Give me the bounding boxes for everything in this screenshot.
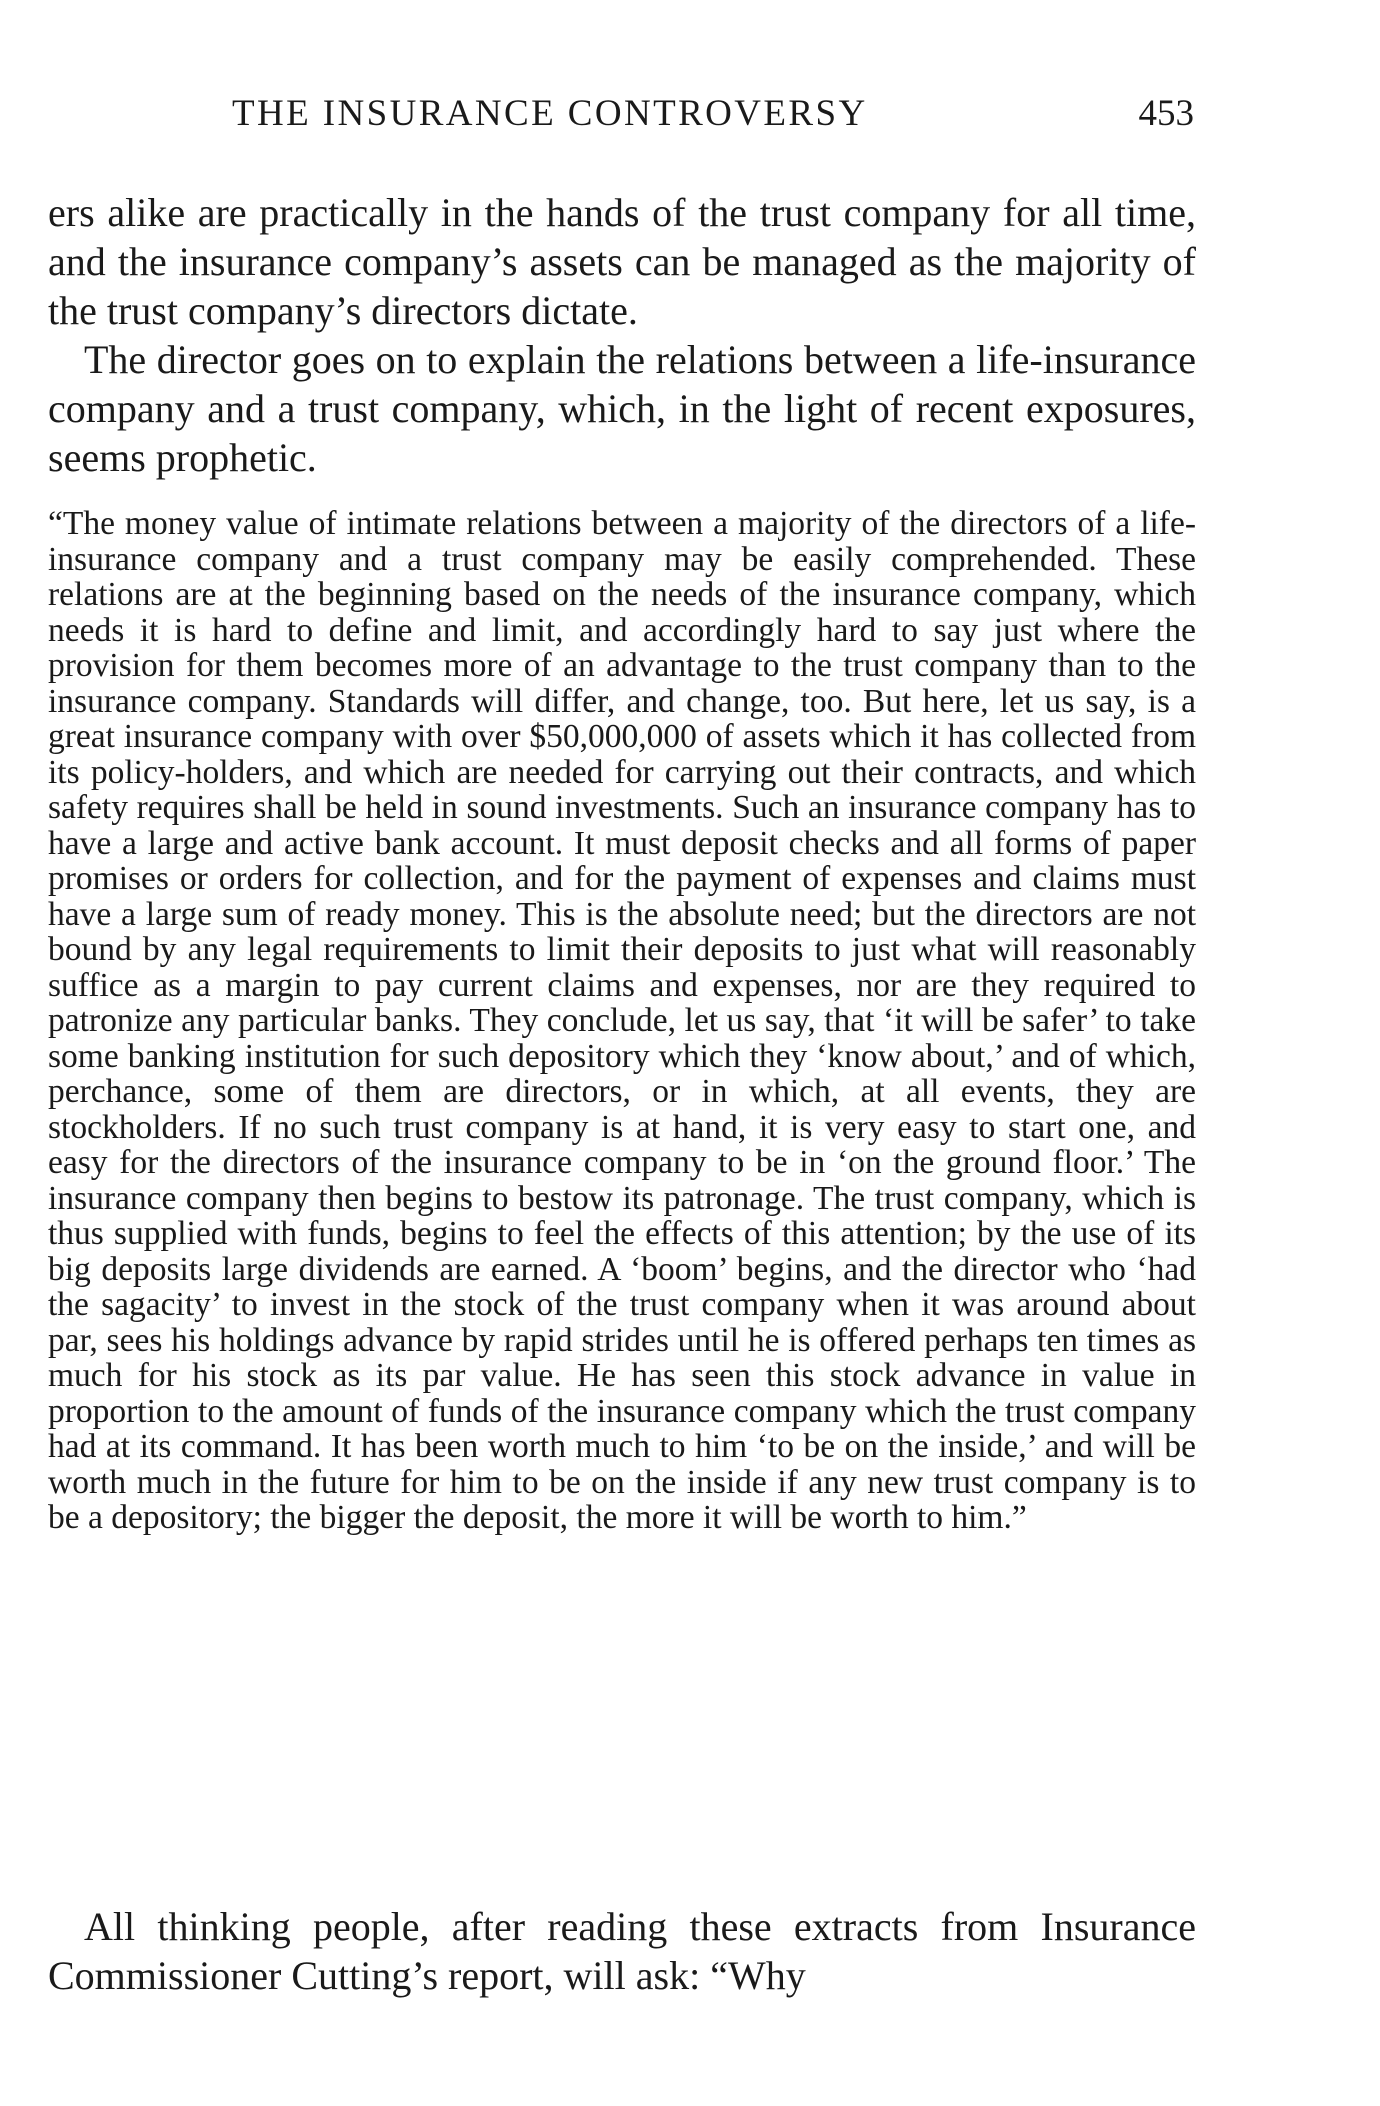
running-head: [232, 92, 1194, 142]
director-paragraph: The director goes on to explain the relations between a life-insurance company and a trust company, which, in the light of recent exposures, seems prophetic.: [48, 337, 1196, 480]
opening-paragraphs: [48, 188, 1196, 482]
quote-text: “The money value of intimate relations between a majority of the directors of a life-insurance company and a trust company may be easily comprehended. These relations are at the beginning based on the needs of the insurance company, which needs it is hard to define and limit, and accordingly hard to say just where the provision for them becomes more of an advantage to the trust company than to the insurance company. Standards will differ, and change, too. But here, let us say, is a great insurance company with over $50,000,000 of assets which it has collected from its policy-holders, and which are needed for carrying out their contracts, and which safety requires shall be held in sound investments. Such an insurance company has to have a large and active bank account. It must deposit checks and all forms of paper promises or orders for collection, and for the payment of expenses and claims must have a large sum of ready money. This is the absolute need; but the directors are not bound by any legal requirements to limit their deposits to just what will reasonably suffice as a margin to pay current claims and expenses, nor are they required to patronize any particular banks. They conclude, let us say, that ‘it will be safer’ to take some banking institution for such depository which they ‘know about,’ and of which, perchance, some of them are directors, or in which, at all events, they are stockholders. If no such trust company is at hand, it is very easy to start one, and easy for the directors of the insurance company to be in ‘on the ground floor.’ The insurance company then begins to bestow its patronage. The trust company, which is thus supplied with funds, begins to feel the effects of this attention; by the use of its big deposits large dividends are earned. A ‘boom’ begins, and the director who ‘had the sagacity’ to invest in the stock of the trust company when it was around about par, sees his holdings advance by rapid strides until he is offered perhaps ten times as much for his stock as its par value. He has seen this stock advance in value in proportion to the amount of funds of the insurance company which the trust company had at its command. It has been worth much to him ‘to be on the inside,’ and will be worth much in the future for him to be on the inside if any new trust company is to be a depository; the bigger the deposit, the more it will be worth to him.”: [48, 505, 1196, 1536]
block-quote: [48, 506, 1196, 1536]
continuation-paragraph: ers alike are practically in the hands of the trust company for all time, and the insurance company’s assets can be managed as the majority of the trust company’s directors dictate.: [48, 190, 1196, 333]
final-paragraph-text: All thinking people, after reading these extracts from Insurance Commissioner Cutting’s report, will ask: “Why: [48, 1904, 1196, 1998]
final-paragraph: [48, 1902, 1196, 2000]
page-number: 453: [1138, 93, 1194, 134]
running-title: THE INSURANCE CONTROVERSY: [232, 93, 868, 134]
